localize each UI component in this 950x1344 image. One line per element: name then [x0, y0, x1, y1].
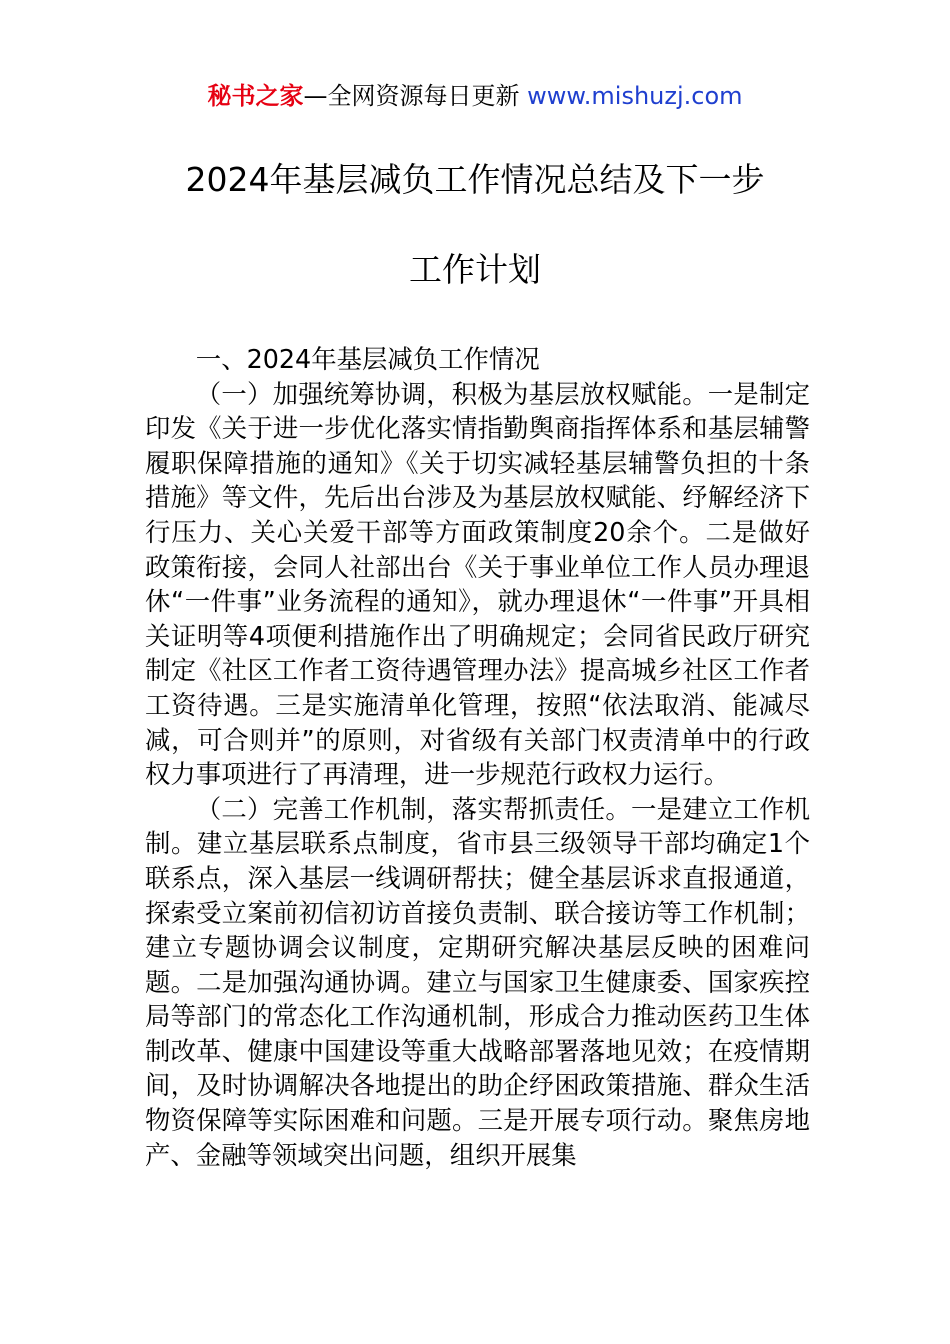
document-title-line-2: 工作计划	[409, 250, 541, 289]
header-slogan: —全网资源每日更新	[303, 82, 520, 110]
document-title-line-1: 2024年基层减负工作情况总结及下一步	[185, 160, 765, 199]
paragraph-1: （一）加强统筹协调，积极为基层放权赋能。一是制定印发《关于进一步优化落实情指勤舆商指挥体系和基层辅警履职保障措施的通知》《关于切实减轻基层辅警负担的十条措施》等文件，先后出台涉及为基层放权赋能、纾解经济下行压力、关心关爱干部等方面政策制度20余个。二是做好政策衔接，会同人社部出台《关于事业单位工作人员办理退休“一件事”业务流程的通知》，就办理退休“一件事”开具相关证明等4项便利措施作出了明确规定；会同省民政厅研究制定《社区工作者工资待遇管理办法》提高城乡社区工作者工资待遇。三是实施清单化管理，按照“依法取消、能减尽减，可合则并”的原则，对省级有关部门权责清单中的行政权力事项进行了再清理，进一步规范行政权力运行。	[145, 378, 810, 790]
document-body	[145, 342, 810, 1172]
paragraph-2: （二）完善工作机制，落实帮抓责任。一是建立工作机制。建立基层联系点制度，省市县三级领导干部均确定1个联系点，深入基层一线调研帮扶；健全基层诉求直报通道，探索受立案前初信初访首接负责制、联合接访等工作机制；建立专题协调会议制度，定期研究解决基层反映的困难问题。二是加强沟通协调。建立与国家卫生健康委、国家疾控局等部门的常态化工作沟通机制，形成合力推动医药卫生体制改革、健康中国建设等重大战略部署落地见效；在疫情期间，及时协调解决各地提出的助企纾困政策措施、群众生活物资保障等实际困难和问题。三是开展专项行动。聚焦房地产、金融等领域突出问题，组织开展集	[145, 793, 810, 1170]
site-header	[0, 78, 950, 114]
section-heading: 一、2024年基层减负工作情况	[195, 344, 540, 374]
site-url-link[interactable]: www.mishuzj.com	[527, 82, 743, 110]
brand-name: 秘书之家	[207, 82, 304, 110]
